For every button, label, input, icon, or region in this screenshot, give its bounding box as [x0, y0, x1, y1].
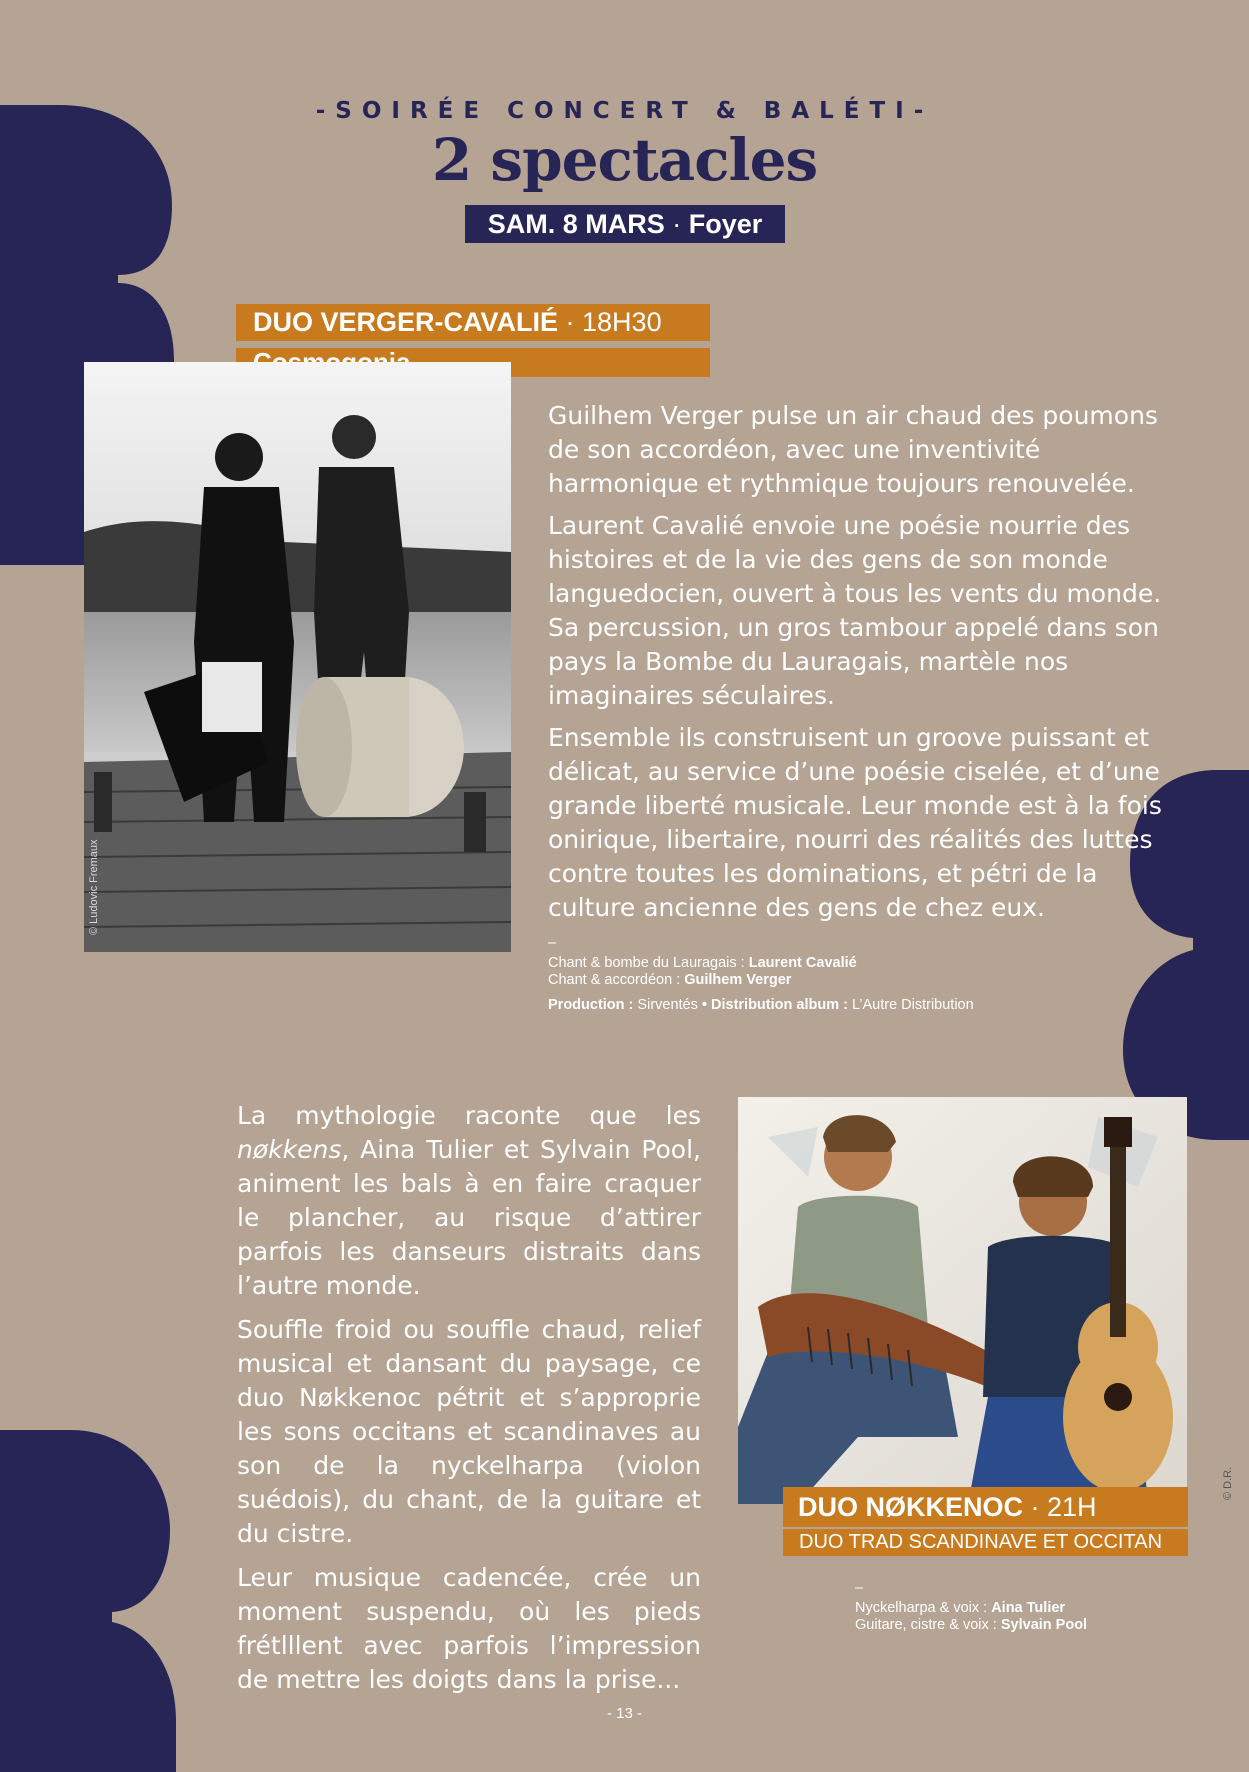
show2-photo-credit: © D.R.: [1222, 1466, 1234, 1500]
show2-title-bar: [783, 1487, 1188, 1527]
show1-photo: [84, 362, 511, 952]
nokkens-term: nøkkens: [237, 1135, 342, 1164]
show1-paragraph-2: Laurent Cavalié envoie une poésie nourrie des histoires et de la vie des gens de son monde languedocien, ouvert à tous les vents du monde. Sa percussion, un gros tambour appelé dans son pays la Bombe du Lauragais, martèle nos imaginaires séculaires.: [548, 511, 1162, 710]
show1-paragraph-3: Ensemble ils construisent un groove puissant et délicat, au service d’une poésie ciselée, et d’une grande liberté musicale. Leur monde est à la fois onirique, libertaire, nourri des réalités des luttes contre toutes les dominations, et pétri de la culture ancienne des gens de chez eux.: [548, 723, 1162, 922]
show2-time: 21H: [1047, 1492, 1097, 1522]
show2-name: DUO NØKKENOC: [798, 1492, 1024, 1522]
page-number: - 13 -: [606, 1705, 642, 1722]
show1-photo-credit: © Ludovic Fremaux: [88, 839, 100, 935]
show2-credits: [855, 1580, 1185, 1634]
event-venue: Foyer: [688, 209, 763, 239]
event-date: SAM. 8 MARS: [487, 209, 665, 239]
show2-subtitle-bar: [783, 1529, 1188, 1556]
page-title: 2 spectacles: [431, 126, 818, 194]
distribution-value: L’Autre Distribution: [851, 997, 974, 1013]
show2-paragraph-3: Leur musique cadencée, crée un moment suspendu, où les pieds frétlllent avec parfois l’impression de mettre les doigts dans la prise...: [237, 1563, 701, 1694]
credit-label: Chant & accordéon :: [548, 972, 685, 988]
event-kicker: -SOIRÉE CONCERT & BALÉTI-: [315, 98, 934, 124]
show1-credit-line-1: [548, 955, 1088, 972]
show1-title-bar: [236, 304, 710, 341]
credit-value: Laurent Cavalié: [748, 955, 857, 971]
date-separator: ·: [664, 209, 689, 239]
credit-label: Chant & bombe du Lauragais :: [548, 955, 749, 971]
show2-credit-line-1: [855, 1600, 1185, 1617]
distribution-label: Distribution album :: [711, 997, 852, 1013]
credit-label: Nyckelharpa & voix :: [855, 1600, 992, 1616]
show2-credit-line-2: [855, 1617, 1185, 1634]
credit-label: Guitare, cistre & voix :: [855, 1617, 1001, 1633]
show1-credit-line-2: [548, 972, 1088, 989]
show2-photo: [738, 1097, 1187, 1504]
show1-production-line: [548, 997, 1088, 1014]
show1-name: DUO VERGER-CAVALIÉ: [253, 307, 559, 337]
show1-credits-dash: –: [548, 935, 557, 951]
credit-value: Guilhem Verger: [684, 972, 792, 988]
show1-time: 18H30: [582, 307, 662, 337]
show1-credits: [548, 935, 1088, 1014]
credit-value: Aina Tulier: [991, 1600, 1066, 1616]
show1-description: [548, 399, 1188, 933]
show2-subtitle: DUO TRAD SCANDINAVE ET OCCITAN: [799, 1531, 1163, 1553]
production-label: Production :: [548, 997, 638, 1013]
show1-time-separator: ·: [558, 307, 583, 337]
show1-paragraph-1: Guilhem Verger pulse un air chaud des poumons de son accordéon, avec une inventivité harmonique et rythmique toujours renouvelée.: [548, 401, 1158, 498]
bullet-separator: •: [697, 997, 712, 1013]
production-value: Sirventés: [637, 997, 698, 1013]
show2-time-separator: ·: [1023, 1492, 1048, 1522]
show2-description: [237, 1099, 701, 1707]
date-badge: [465, 205, 785, 243]
show2-paragraph-1: La mythologie raconte que les nøkkens, Aina Tulier et Sylvain Pool, animent les bals à en faire craquer le plancher, au risque d’attirer parfois les danseurs distraits dans l’autre monde.: [237, 1101, 701, 1300]
show2-credits-dash: –: [855, 1580, 864, 1596]
show2-paragraph-2: Souffle froid ou souffle chaud, relief musical et dansant du paysage, ce duo Nøkkenoc pétrit et s’approprie les sons occitans et scandinaves au son de la nyckelharpa (violon suédois), du chant, de la guitare et du cistre.: [237, 1315, 701, 1548]
credit-value: Sylvain Pool: [1000, 1617, 1088, 1633]
